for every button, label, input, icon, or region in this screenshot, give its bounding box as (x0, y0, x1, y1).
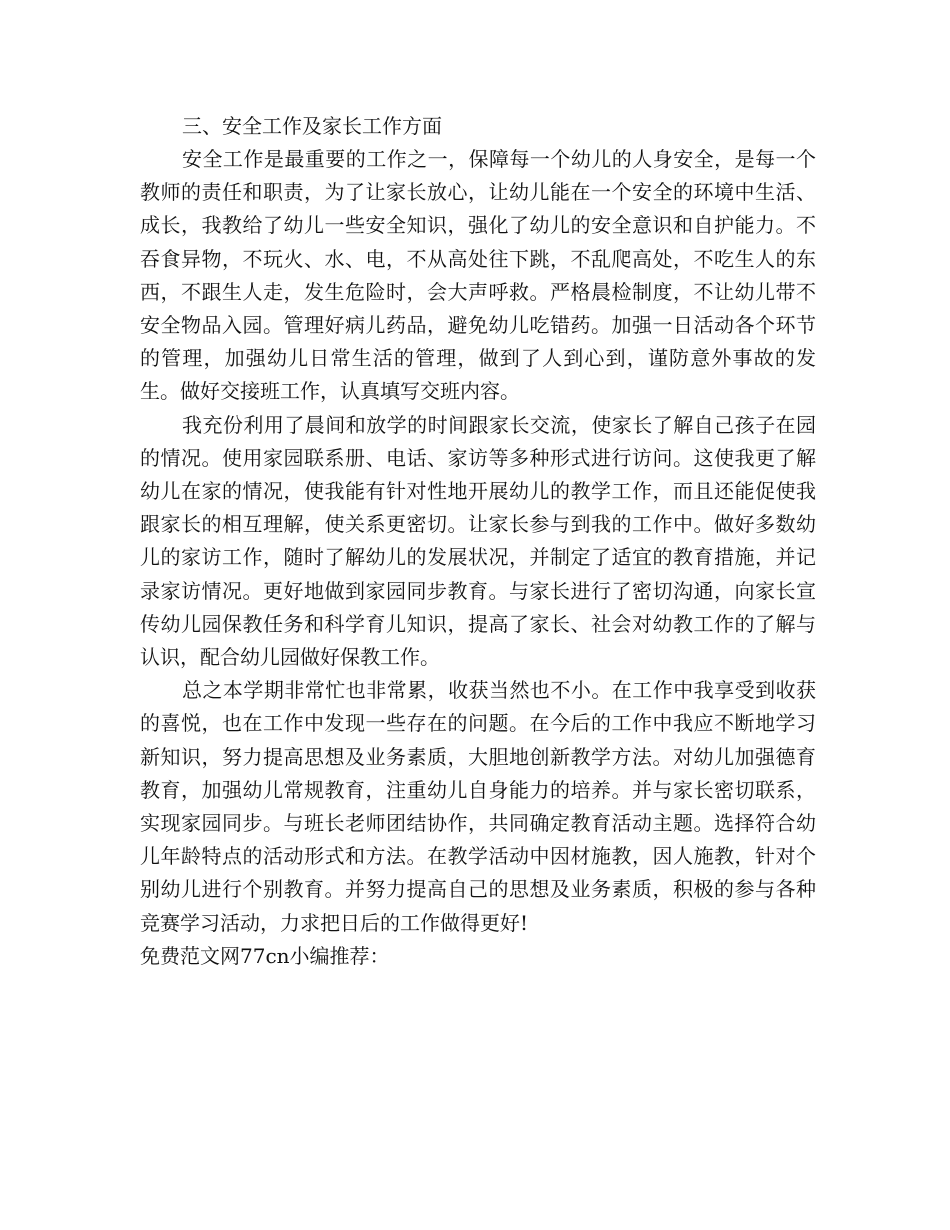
paragraph-parents: 我充份利用了晨间和放学的时间跟家长交流，使家长了解自己孩子在园的情况。使用家园联系册、电话、家访等多种形式进行访问。这使我更了解幼儿在家的情况，使我能有针对性地开展幼儿的教学工作，而且还能促使我跟家长的相互理解，使关系更密切。让家长参与到我的工作中。做好多数幼儿的家访工作，随时了解幼儿的发展状况，并制定了适宜的教育措施，并记录家访情况。更好地做到家园同步教育。与家长进行了密切沟通，向家长宣传幼儿园保教任务和科学育儿知识，提高了家长、社会对幼教工作的了解与认识，配合幼儿园做好保教工作。 (140, 412, 816, 670)
paragraph-summary: 总之本学期非常忙也非常累，收获当然也不小。在工作中我享受到收获的喜悦，也在工作中发现一些存在的问题。在今后的工作中我应不断地学习新知识，努力提高思想及业务素质，大胆地创新教学方法。对幼儿加强德育教育，加强幼儿常规教育，注重幼儿自身能力的培养。并与家长密切联系，实现家园同步。与班长老师团结协作，共同确定教育活动主题。选择符合幼儿年龄特点的活动形式和方法。在教学活动中因材施教，因人施教，针对个别幼儿进行个别教育。并努力提高自己的思想及业务素质，积极的参与各种竞赛学习活动，力求把日后的工作做得更好! (140, 678, 816, 935)
footer-note: 免费范文网77cn小编推荐： (140, 943, 390, 968)
document-page (140, 110, 816, 973)
paragraph-safety: 安全工作是最重要的工作之一，保障每一个幼儿的人身安全，是每一个教师的责任和职责，为了让家长放心，让幼儿能在一个安全的环境中生活、成长，我教给了幼儿一些安全知识，强化了幼儿的安全意识和自护能力。不吞食异物，不玩火、水、电，不从高处往下跳，不乱爬高处，不吃生人的东西，不跟生人走，发生危险时，会大声呼救。严格晨检制度，不让幼儿带不安全物品入园。管理好病儿药品，避免幼儿吃错药。加强一日活动各个环节的管理，加强幼儿日常生活的管理，做到了人到心到，谨防意外事故的发生。做好交接班工作，认真填写交班内容。 (140, 147, 816, 404)
section-heading: 三、安全工作及家长工作方面 (182, 114, 442, 138)
